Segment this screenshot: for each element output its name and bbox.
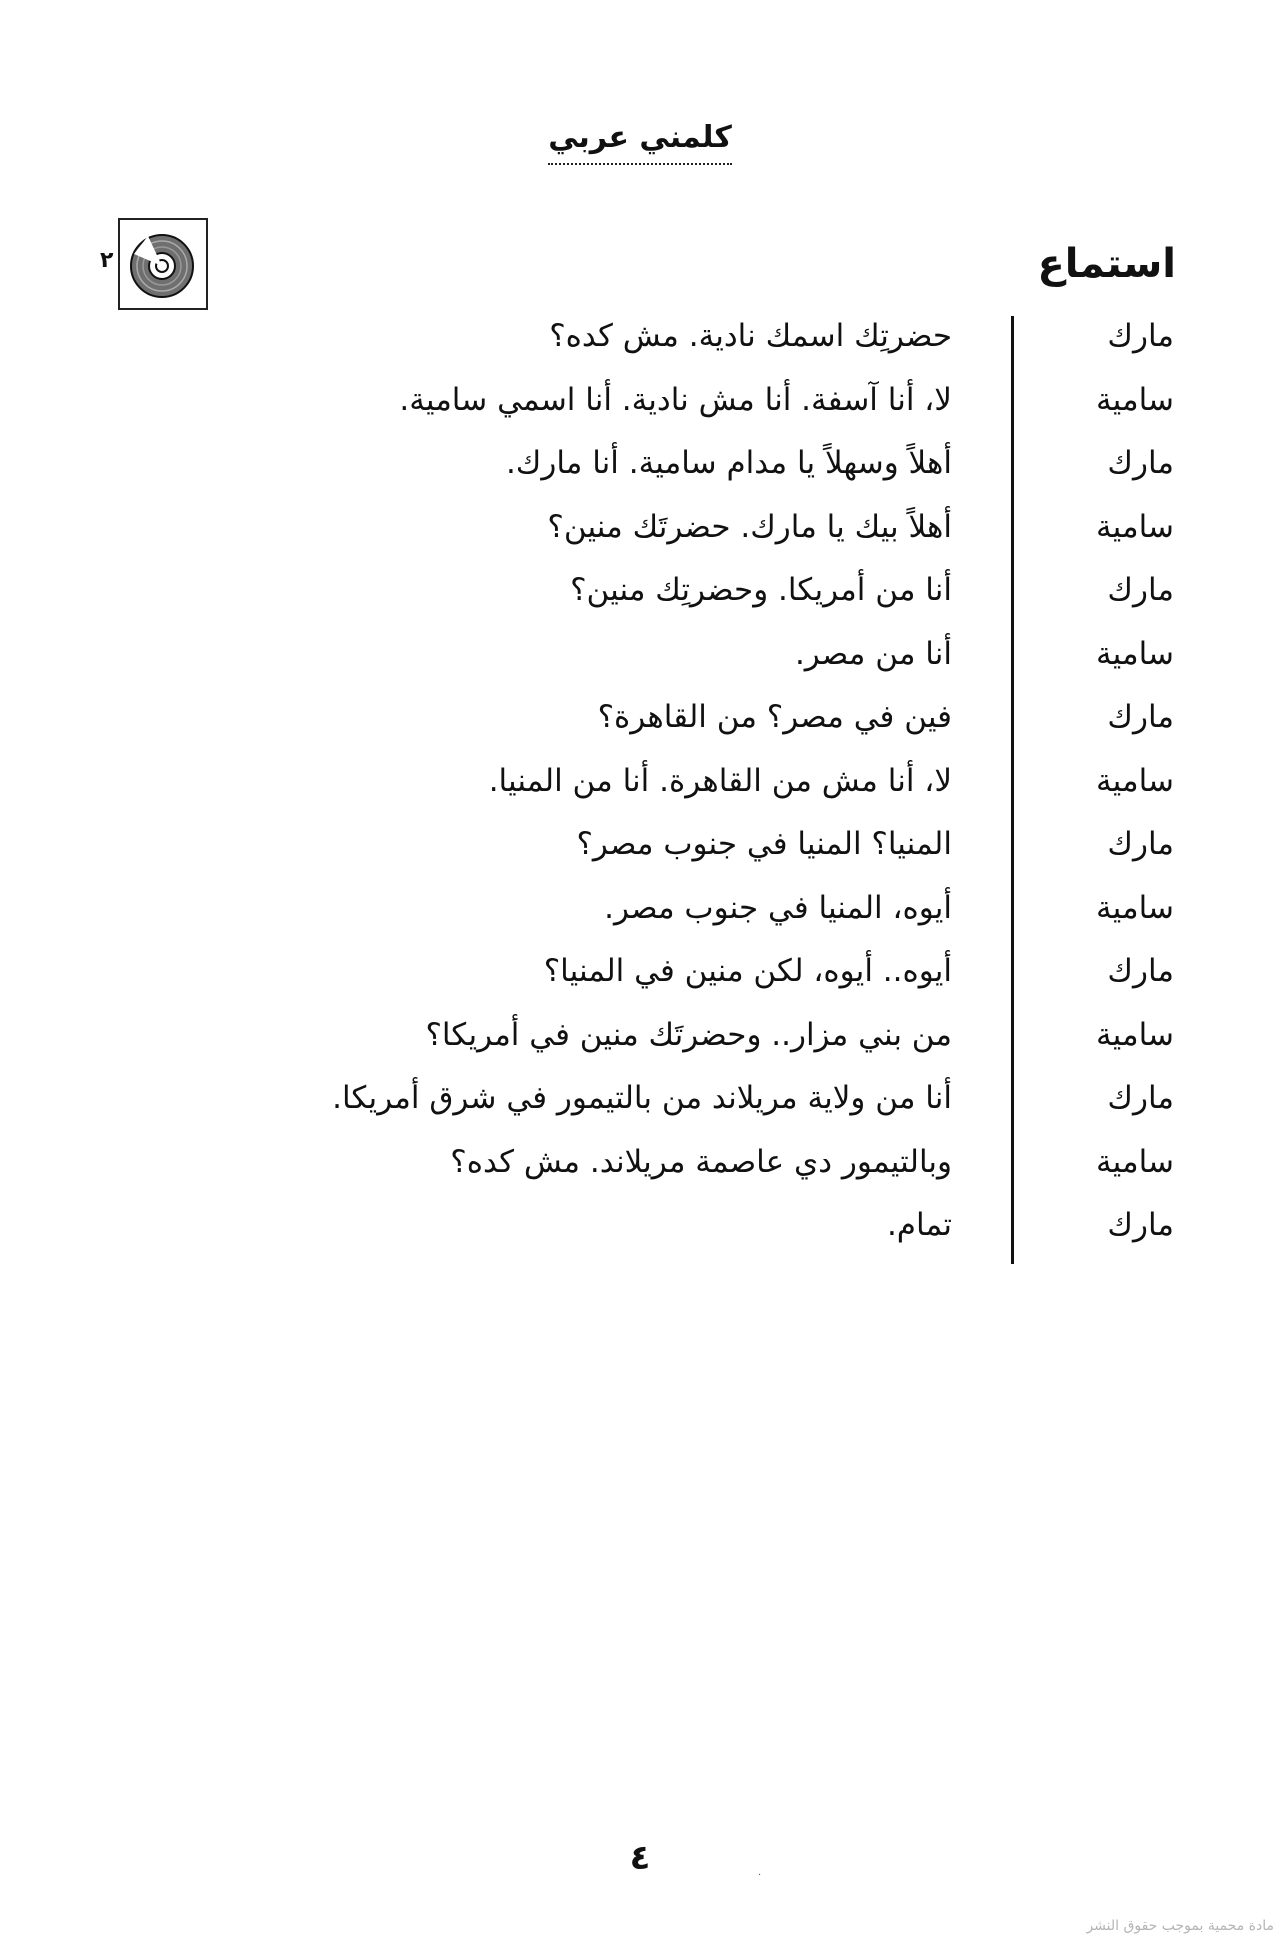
dialogue-line: من بني مزار.. وحضرتَك منين في أمريكا؟ xyxy=(425,1016,952,1053)
speaker-name: سامية xyxy=(1096,508,1174,545)
dialogue-row xyxy=(0,1011,1280,1075)
dialogue-row xyxy=(0,312,1280,376)
dialogue-row xyxy=(0,630,1280,694)
page-number: ٤ xyxy=(629,1838,651,1878)
speaker-name: سامية xyxy=(1096,381,1174,418)
dialogue-row xyxy=(0,439,1280,503)
track-number: ٢ xyxy=(100,248,114,273)
page-mark: · xyxy=(758,1870,762,1881)
speaker-name: مارك xyxy=(1107,445,1174,481)
dialogue-row xyxy=(0,884,1280,948)
dialogue-row xyxy=(0,693,1280,757)
speaker-name: سامية xyxy=(1096,635,1174,672)
cd-icon xyxy=(118,218,208,310)
dialogue-line: فين في مصر؟ من القاهرة؟ xyxy=(597,699,952,735)
book-title: كلمني عربي xyxy=(548,118,732,165)
dialogue-line: أنا من ولاية مريلاند من بالتيمور في شرق أمريكا. xyxy=(332,1080,952,1116)
dialogue-line: تمام. xyxy=(886,1207,952,1243)
dialogue-line: المنيا؟ المنيا في جنوب مصر؟ xyxy=(576,826,952,862)
speaker-name: مارك xyxy=(1107,1080,1174,1116)
dialogue-row xyxy=(0,820,1280,884)
speaker-name: سامية xyxy=(1096,762,1174,799)
cd-disc-graphic xyxy=(128,228,200,300)
dialogue-line: أهلاً بيك يا مارك. حضرتَك منين؟ xyxy=(547,508,952,545)
dialogue-row xyxy=(0,1201,1280,1265)
speaker-name: سامية xyxy=(1096,1016,1174,1053)
dialogue-row xyxy=(0,376,1280,440)
dialogue-row xyxy=(0,566,1280,630)
speaker-name: مارك xyxy=(1107,699,1174,735)
dialogue-line: حضرتِك اسمك نادية. مش كده؟ xyxy=(549,318,952,354)
dialogue-line: لا، أنا آسفة. أنا مش نادية. أنا اسمي سامية. xyxy=(399,381,952,418)
dialogue-row xyxy=(0,1138,1280,1202)
copyright-watermark: مادة محمية بموجب حقوق النشر xyxy=(1086,1918,1274,1934)
dialogue-row xyxy=(0,947,1280,1011)
speaker-name: مارك xyxy=(1107,1207,1174,1243)
dialogue-row xyxy=(0,1074,1280,1138)
speaker-name: مارك xyxy=(1107,953,1174,989)
dialogue-line: لا، أنا مش من القاهرة. أنا من المنيا. xyxy=(488,762,952,799)
speaker-name: مارك xyxy=(1107,318,1174,354)
dialogue-line: أيوه، المنيا في جنوب مصر. xyxy=(604,889,952,926)
dialogue-line: أهلاً وسهلاً يا مدام سامية. أنا مارك. xyxy=(505,445,952,481)
section-title: استماع xyxy=(1037,241,1176,287)
speaker-name: مارك xyxy=(1107,572,1174,608)
dialogue-line: أنا من مصر. xyxy=(794,635,952,672)
speaker-name: مارك xyxy=(1107,826,1174,862)
page-title xyxy=(0,118,1280,165)
dialogue-line: أيوه.. أيوه، لكن منين في المنيا؟ xyxy=(543,953,952,989)
speaker-name: سامية xyxy=(1096,1143,1174,1180)
dialogue-row xyxy=(0,503,1280,567)
dialogue-list xyxy=(0,312,1280,1265)
speaker-name: سامية xyxy=(1096,889,1174,926)
dialogue-line: أنا من أمريكا. وحضرتِك منين؟ xyxy=(570,572,952,608)
dialogue-line: وبالتيمور دي عاصمة مريلاند. مش كده؟ xyxy=(450,1143,952,1180)
dialogue-row xyxy=(0,757,1280,821)
